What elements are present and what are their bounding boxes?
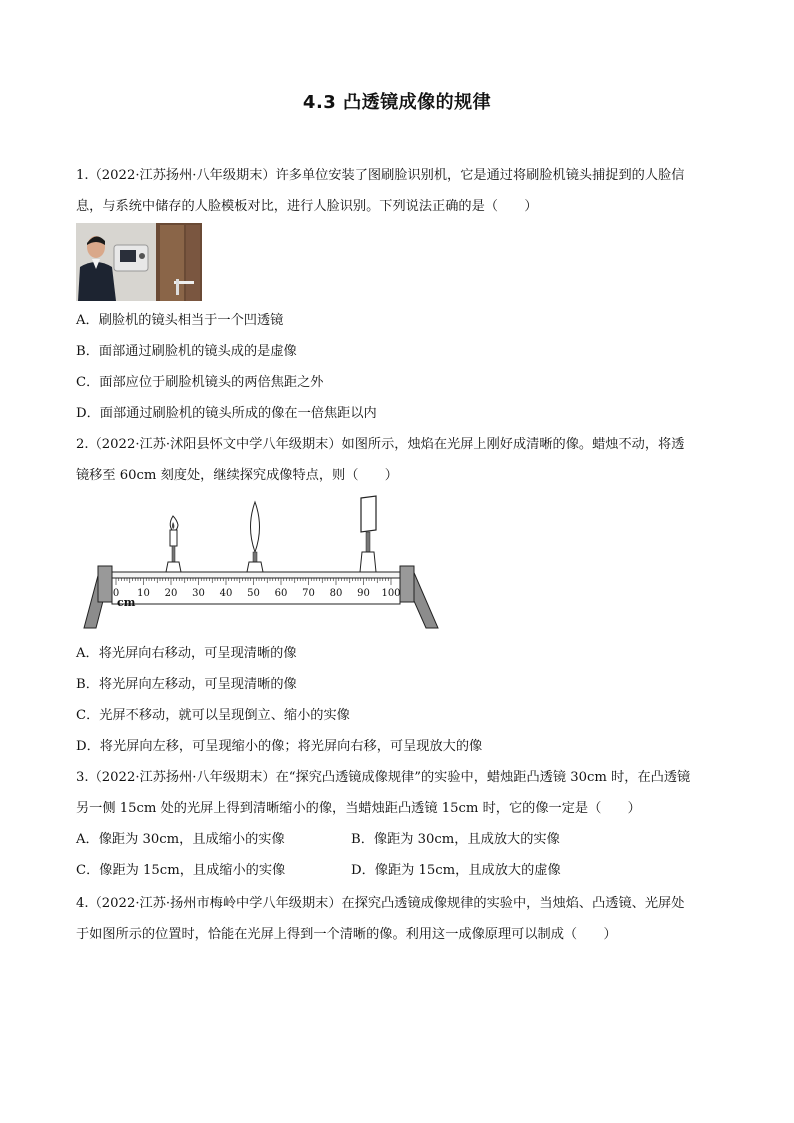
- q2-stem-line1: 2.（2022·江苏·沭阳县怀文中学八年级期末）如图所示，烛焰在光屏上刚好成清晰的像。蜡烛不动，将透: [76, 437, 685, 452]
- light-screen: [360, 496, 376, 572]
- q1-option-a: A．刷脸机的镜头相当于一个凹透镜: [76, 313, 284, 328]
- convex-lens: [247, 502, 263, 572]
- q2-option-a: A．将光屏向右移动，可呈现清晰的像: [76, 646, 297, 661]
- ruler-tick-label: 50: [247, 588, 260, 599]
- q1-stem-line2: 息，与系统中储存的人脸模板对比，进行人脸识别。下列说法正确的是（ ）: [76, 199, 538, 214]
- candle: [166, 516, 181, 572]
- q2-stem-line2: 镜移至 60cm 刻度处，继续探究成像特点，则（ ）: [76, 468, 398, 483]
- q1-option-b: B．面部通过刷脸机的镜头成的是虚像: [76, 344, 297, 359]
- q4-stem-line1: 4.（2022·江苏·扬州市梅岭中学八年级期末）在探究凸透镜成像规律的实验中，当烛焰、凸透镜、光屏处: [76, 896, 685, 911]
- q3-stem-line1: 3.（2022·江苏扬州·八年级期末）在“探究凸透镜成像规律”的实验中，蜡烛距凸透镜 30cm 时，在凸透镜: [76, 770, 691, 785]
- q1-option-d: D．面部通过刷脸机的镜头所成的像在一倍焦距以内: [76, 406, 377, 421]
- right-end-block: [400, 566, 414, 602]
- optical-bench-diagram: [76, 492, 446, 637]
- ruler-tick-label: 0: [112, 588, 120, 599]
- q3-stem-line2: 另一侧 15cm 处的光屏上得到清晰缩小的像，当蜡烛距凸透镜 15cm 时，它的像一定是（ ）: [76, 801, 641, 816]
- q3-option-c: C．像距为 15cm，且成缩小的实像: [76, 863, 286, 878]
- ruler-tick-label: 20: [164, 588, 178, 599]
- bench-rail: [112, 572, 400, 578]
- ruler-tick-label: 90: [357, 588, 370, 599]
- left-end-block: [98, 566, 112, 602]
- q3-option-b: B．像距为 30cm，且成放大的实像: [351, 832, 560, 847]
- ruler-tick-label: 80: [329, 588, 343, 599]
- ruler-tick-label: 30: [192, 588, 205, 599]
- q1-stem-line1: 1.（2022·江苏扬州·八年级期末）许多单位安装了图刷脸识别机，它是通过将刷脸机镜头捕捉到的人脸信: [76, 168, 685, 183]
- q4-stem-line2: 于如图所示的位置时，恰能在光屏上得到一个清晰的像。利用这一成像原理可以制成（ ）: [76, 927, 617, 942]
- ruler-tick-label: 100: [381, 588, 401, 599]
- q2-option-d: D．将光屏向左移，可呈现缩小的像；将光屏向右移，可呈现放大的像: [76, 739, 483, 754]
- ruler-tick-label: 10: [137, 588, 150, 599]
- ruler-tick-label: 70: [302, 588, 315, 599]
- ruler-unit-label: cm: [117, 596, 136, 609]
- q1-option-c: C．面部应位于刷脸机镜头的两倍焦距之外: [76, 375, 324, 390]
- ruler-tick-label: 40: [219, 588, 233, 599]
- q2-option-b: B．将光屏向左移动，可呈现清晰的像: [76, 677, 297, 692]
- q3-option-d: D．像距为 15cm，且成放大的虚像: [351, 863, 561, 878]
- page-title: 4.3 凸透镜成像的规律: [302, 92, 492, 113]
- face-recognition-photo: [76, 223, 202, 301]
- q2-option-c: C．光屏不移动，就可以呈现倒立、缩小的实像: [76, 708, 350, 723]
- ruler-tick-label: 60: [274, 588, 288, 599]
- q3-option-a: A．像距为 30cm，且成缩小的实像: [76, 832, 285, 847]
